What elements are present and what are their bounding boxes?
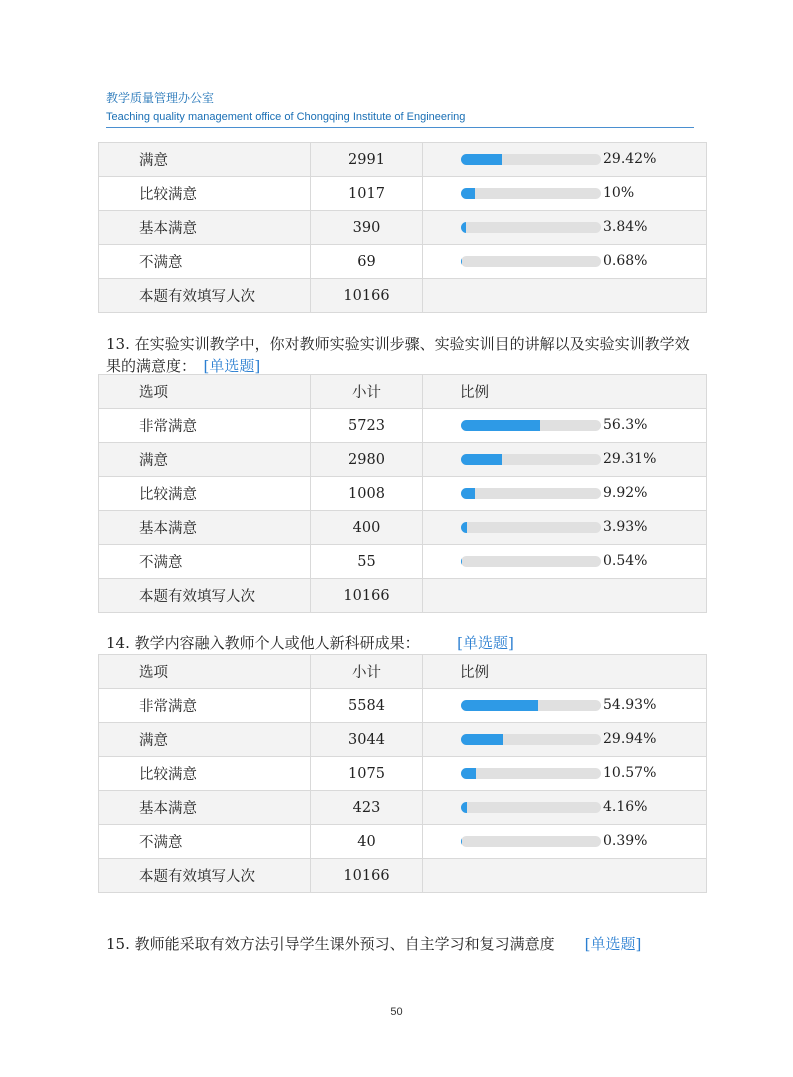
percentage-bar-fill: [461, 802, 467, 813]
percentage-value: 0.39%: [603, 833, 648, 849]
total-label: 本题有效填写人次: [99, 579, 311, 613]
page-header: [106, 90, 694, 128]
table-row: [99, 409, 707, 443]
q13-type-tag: [单选题]: [203, 357, 261, 375]
percentage-value: 9.92%: [603, 485, 648, 501]
option-label: 不满意: [99, 545, 311, 579]
percentage-value: 0.54%: [603, 553, 648, 569]
q15-prompt: [106, 933, 696, 955]
option-count: 400: [311, 511, 423, 545]
option-ratio: [423, 211, 707, 245]
option-count: 40: [311, 825, 423, 859]
percentage-bar: [461, 802, 601, 813]
percentage-value: 29.31%: [603, 451, 657, 467]
table-row: [99, 723, 707, 757]
table-row: [99, 477, 707, 511]
percentage-bar: [461, 256, 601, 267]
table-row: [99, 443, 707, 477]
q14-results-table: [98, 654, 707, 893]
table-row: [99, 177, 707, 211]
percentage-bar: [461, 700, 601, 711]
q14-prompt: [106, 632, 696, 654]
option-ratio: [423, 409, 707, 443]
q15-text: 15. 教师能采取有效方法引导学生课外预习、自主学习和复习满意度: [106, 935, 555, 953]
option-ratio: [423, 825, 707, 859]
percentage-bar: [461, 222, 601, 233]
total-label: 本题有效填写人次: [99, 279, 311, 313]
q13-results-table: [98, 374, 707, 613]
table-row: [99, 511, 707, 545]
header-ratio-label: 比例: [460, 665, 489, 681]
header-title-cn: 教学质量管理办公室: [106, 91, 215, 105]
percentage-bar-fill: [461, 256, 462, 267]
percentage-bar: [461, 522, 601, 533]
table-row: [99, 545, 707, 579]
total-count: 10166: [311, 859, 423, 893]
table-total-row: [99, 579, 707, 613]
q12-results-table: [98, 142, 707, 313]
option-ratio: [423, 443, 707, 477]
total-empty-cell: [423, 859, 707, 893]
option-label: 非常满意: [99, 409, 311, 443]
option-ratio: [423, 757, 707, 791]
table-row: [99, 791, 707, 825]
percentage-bar: [461, 188, 601, 199]
percentage-bar: [461, 734, 601, 745]
option-count: 1075: [311, 757, 423, 791]
table-header-row: [99, 655, 707, 689]
percentage-value: 29.42%: [603, 151, 657, 167]
option-count: 1017: [311, 177, 423, 211]
percentage-bar-fill: [461, 768, 476, 779]
table-row: [99, 689, 707, 723]
percentage-value: 3.93%: [603, 519, 648, 535]
table-row: [99, 825, 707, 859]
q13-prompt: [106, 333, 696, 377]
percentage-bar: [461, 420, 601, 431]
option-ratio: [423, 545, 707, 579]
option-count: 3044: [311, 723, 423, 757]
header-ratio: [423, 655, 707, 689]
total-label: 本题有效填写人次: [99, 859, 311, 893]
option-ratio: [423, 511, 707, 545]
option-label: 基本满意: [99, 791, 311, 825]
percentage-bar: [461, 488, 601, 499]
percentage-bar-fill: [461, 420, 540, 431]
option-label: 满意: [99, 443, 311, 477]
table-total-row: [99, 859, 707, 893]
percentage-bar-fill: [461, 154, 502, 165]
q15-type-tag: [单选题]: [584, 935, 642, 953]
percentage-bar: [461, 768, 601, 779]
q13-text: 13. 在实验实训教学中，你对教师实验实训步骤、实验实训目的讲解以及实验实训教学效果的满意度：: [106, 335, 690, 375]
table-row: [99, 211, 707, 245]
option-label: 比较满意: [99, 757, 311, 791]
header-option: 选项: [99, 655, 311, 689]
option-label: 比较满意: [99, 477, 311, 511]
percentage-bar-fill: [461, 188, 475, 199]
option-label: 基本满意: [99, 211, 311, 245]
option-label: 非常满意: [99, 689, 311, 723]
percentage-value: 0.68%: [603, 253, 648, 269]
option-label: 基本满意: [99, 511, 311, 545]
table-total-row: [99, 279, 707, 313]
percentage-bar: [461, 556, 601, 567]
page-number: 50: [390, 1006, 403, 1018]
option-ratio: [423, 689, 707, 723]
option-ratio: [423, 723, 707, 757]
percentage-value: 29.94%: [603, 731, 657, 747]
table-header-row: [99, 375, 707, 409]
option-label: 比较满意: [99, 177, 311, 211]
total-empty-cell: [423, 279, 707, 313]
header-ratio: [423, 375, 707, 409]
header-divider: [106, 127, 694, 128]
percentage-bar: [461, 836, 601, 847]
option-count: 2991: [311, 143, 423, 177]
percentage-value: 56.3%: [603, 417, 648, 433]
percentage-value: 10%: [603, 185, 635, 201]
table-row: [99, 245, 707, 279]
q14-type-tag: [单选题]: [457, 634, 514, 652]
option-label: 不满意: [99, 825, 311, 859]
option-count: 5584: [311, 689, 423, 723]
table-row: [99, 143, 707, 177]
header-count: 小计: [311, 375, 423, 409]
percentage-bar-fill: [461, 556, 462, 567]
option-ratio: [423, 477, 707, 511]
header-option: 选项: [99, 375, 311, 409]
percentage-value: 3.84%: [603, 219, 648, 235]
option-ratio: [423, 177, 707, 211]
option-count: 5723: [311, 409, 423, 443]
table-row: [99, 757, 707, 791]
percentage-bar-fill: [461, 488, 475, 499]
total-count: 10166: [311, 279, 423, 313]
percentage-value: 10.57%: [603, 765, 657, 781]
option-count: 55: [311, 545, 423, 579]
percentage-bar: [461, 154, 601, 165]
percentage-bar-fill: [461, 836, 462, 847]
percentage-bar-fill: [461, 522, 467, 533]
option-count: 1008: [311, 477, 423, 511]
header-count: 小计: [311, 655, 423, 689]
percentage-bar-fill: [461, 222, 466, 233]
percentage-bar: [461, 454, 601, 465]
header-title-en: Teaching quality management office of Chongqing Institute of Engineering: [106, 111, 466, 123]
percentage-value: 4.16%: [603, 799, 648, 815]
option-ratio: [423, 245, 707, 279]
option-ratio: [423, 143, 707, 177]
option-label: 不满意: [99, 245, 311, 279]
percentage-value: 54.93%: [603, 697, 657, 713]
option-label: 满意: [99, 143, 311, 177]
total-count: 10166: [311, 579, 423, 613]
option-count: 423: [311, 791, 423, 825]
option-count: 69: [311, 245, 423, 279]
q14-text: 14. 教学内容融入教师个人或他人新科研成果：: [106, 634, 413, 652]
percentage-bar-fill: [461, 700, 538, 711]
option-count: 390: [311, 211, 423, 245]
total-empty-cell: [423, 579, 707, 613]
percentage-bar-fill: [461, 454, 502, 465]
percentage-bar-fill: [461, 734, 503, 745]
option-label: 满意: [99, 723, 311, 757]
option-ratio: [423, 791, 707, 825]
header-ratio-label: 比例: [460, 385, 489, 401]
option-count: 2980: [311, 443, 423, 477]
